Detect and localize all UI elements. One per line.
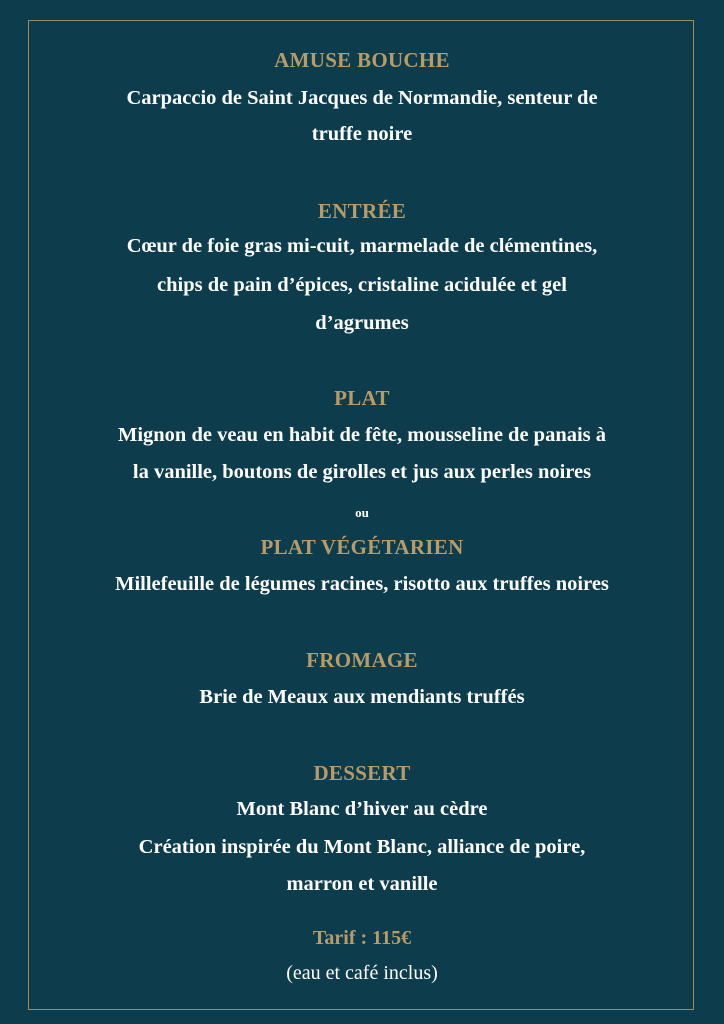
dessert-line-2: Création inspirée du Mont Blanc, alliance de poire, [138, 836, 586, 858]
plat-line-1: Mignon de veau en habit de fête, mousseline de panais à [117, 424, 607, 446]
fromage-line-1: Brie de Meaux aux mendiants truffés [199, 686, 525, 708]
price: Tarif : 115€ [312, 927, 412, 949]
dessert-heading: DESSERT [313, 761, 411, 785]
amuse-bouche-heading: AMUSE BOUCHE [274, 48, 450, 72]
entree-line-1: Cœur de foie gras mi-cuit, marmelade de clémentines, [126, 235, 598, 257]
amuse-bouche-line-1: Carpaccio de Saint Jacques de Normandie, senteur de [126, 87, 598, 109]
fromage-heading: FROMAGE [306, 648, 418, 672]
entree-line-3: d’agrumes [315, 312, 409, 334]
dessert-line-3: marron et vanille [286, 873, 438, 895]
price-note: (eau et café inclus) [286, 962, 438, 984]
entree-heading: ENTRÉE [317, 199, 407, 223]
amuse-bouche-line-2: truffe noire [311, 123, 413, 145]
plat-line-2: la vanille, boutons de girolles et jus aux perles noires [132, 461, 592, 483]
dessert-line-1: Mont Blanc d’hiver au cèdre [236, 798, 488, 820]
or-separator: ou [355, 505, 369, 520]
plat-heading: PLAT [334, 386, 390, 410]
plat-vegetarien-heading: PLAT VÉGÉTARIEN [260, 535, 464, 559]
entree-line-2: chips de pain d’épices, cristaline acidulée et gel [157, 274, 567, 296]
plat-vegetarien-line-1: Millefeuille de légumes racines, risotto aux truffes noires [115, 573, 609, 595]
